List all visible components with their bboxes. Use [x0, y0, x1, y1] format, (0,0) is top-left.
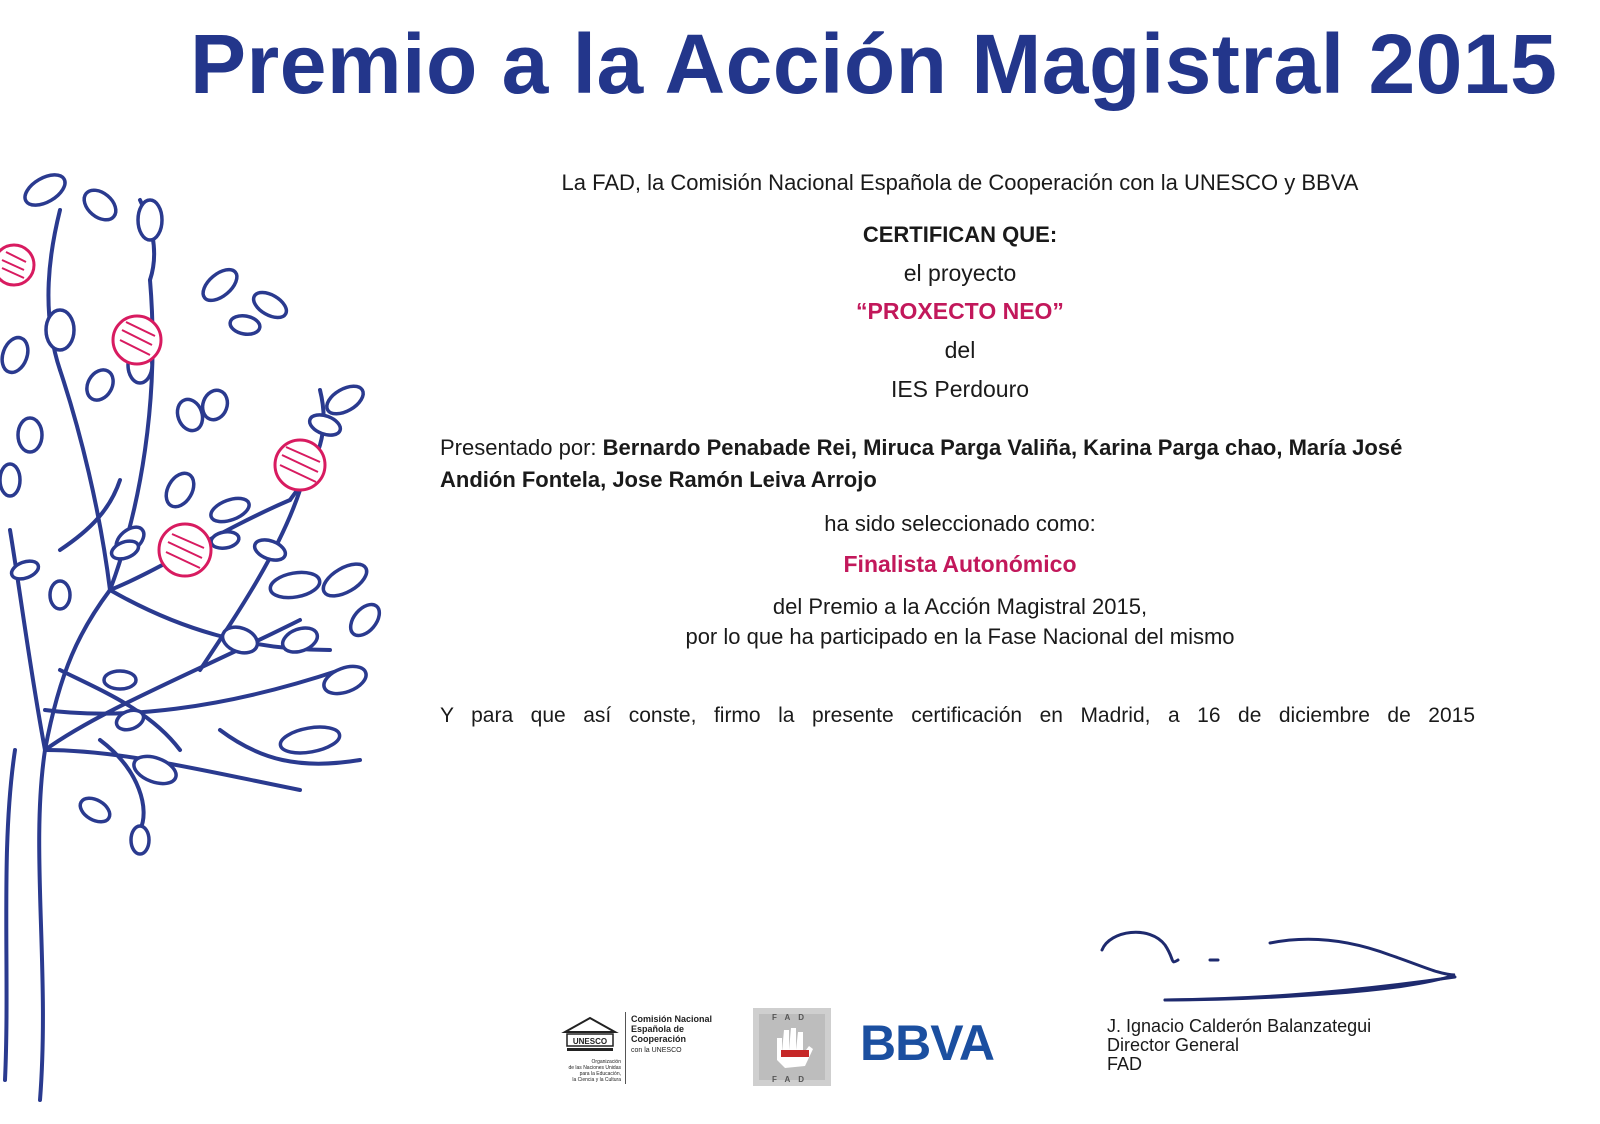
- tree-illustration: [0, 150, 400, 1110]
- of-label: del: [944, 337, 976, 363]
- svg-text:para la Educación,: para la Educación,: [579, 1071, 621, 1077]
- handwritten-signature: [1090, 905, 1490, 1015]
- signatory-role: Director General: [1107, 1035, 1240, 1055]
- distinction: Finalista Autonómico: [843, 551, 1077, 577]
- signatory-org: FAD: [1107, 1054, 1143, 1074]
- svg-text:FAD: FAD: [772, 1013, 812, 1022]
- unesco-logo: [555, 1010, 720, 1090]
- project-name: “PROXECTO NEO”: [856, 298, 1064, 324]
- certify-heading: CERTIFICAN QUE:: [862, 222, 1058, 247]
- award-line: del Premio a la Acción Magistral 2015,: [772, 594, 1148, 619]
- school-name: IES Perdouro: [890, 376, 1030, 402]
- svg-text:UNESCO: UNESCO: [572, 1037, 608, 1046]
- unesco-commission-sub: con la UNESCO: [631, 1047, 682, 1054]
- unesco-commission: Comisión Nacional Española de Cooperación: [631, 1014, 713, 1044]
- phase-line: por lo que ha participado en la Fase Nacional del mismo: [685, 624, 1235, 649]
- presenters-list: Bernardo Penabade Rei, Miruca Parga Valiña, Karina Parga chao, María José Andión Fontela, Jose Ramón Leiva Arrojo: [440, 435, 1403, 492]
- certificate-title: Premio a la Acción Magistral 2015: [190, 17, 1558, 111]
- attestation-line: Y para que así conste, firmo la presente certificación en Madrid, a 16 de diciembre de 2015: [440, 704, 1475, 727]
- signatory-name: J. Ignacio Calderón Balanzategui: [1107, 1016, 1372, 1036]
- svg-text:Organización: Organización: [591, 1059, 621, 1065]
- selected-as: ha sido seleccionado como:: [824, 511, 1096, 536]
- issuers-line: La FAD, la Comisión Nacional Española de Cooperación con la UNESCO y BBVA: [561, 170, 1359, 195]
- project-prefix: el proyecto: [903, 260, 1017, 286]
- svg-text:la Ciencia y la Cultura: la Ciencia y la Cultura: [572, 1077, 621, 1083]
- svg-text:de las Naciones Unidas: de las Naciones Unidas: [568, 1065, 621, 1071]
- fad-logo: [753, 1008, 831, 1086]
- presented-by: [440, 432, 1480, 496]
- unesco-temple-icon: [555, 1010, 625, 1090]
- presented-label: Presentado por:: [440, 435, 597, 460]
- svg-text:FAD: FAD: [772, 1075, 812, 1084]
- bbva-logo: BBVA: [860, 1015, 994, 1071]
- signatory-block: [1107, 1017, 1371, 1074]
